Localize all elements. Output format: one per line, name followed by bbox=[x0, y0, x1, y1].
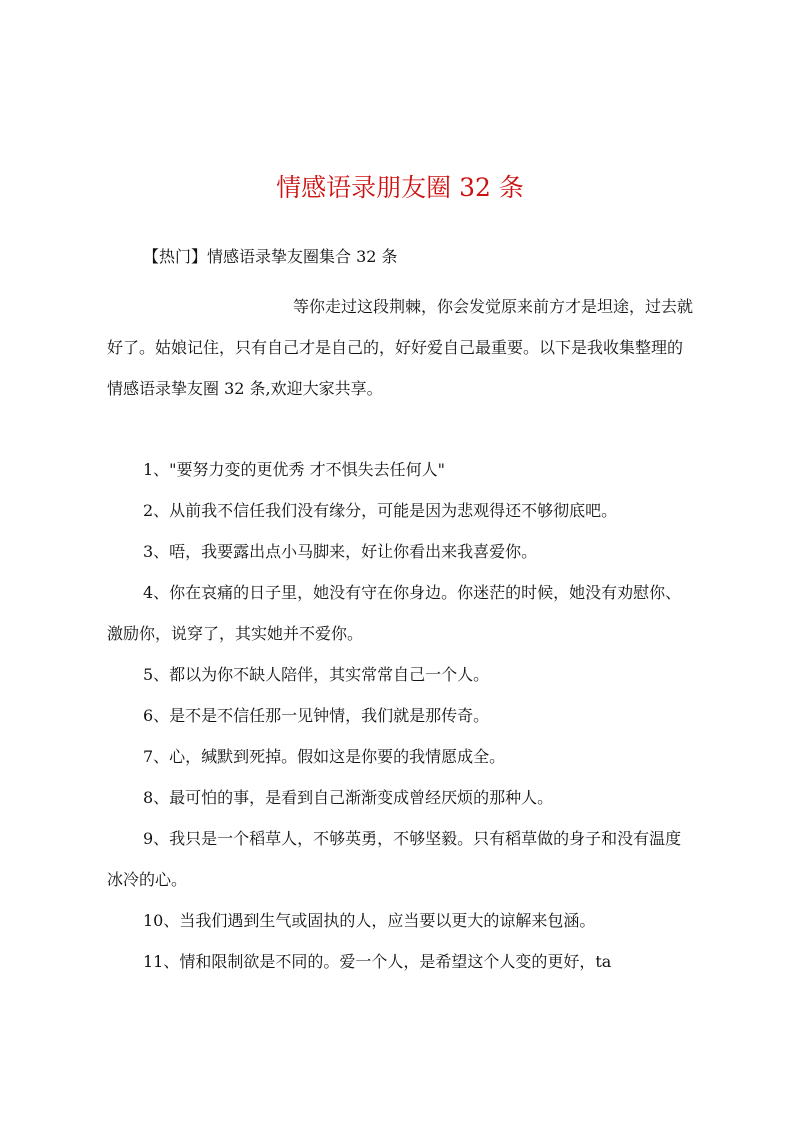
list-item: 7、心，缄默到死掉。假如这是你要的我情愿成全。 bbox=[143, 747, 506, 766]
list-item: 1、"要努力变的更优秀 才不惧失去任何人" bbox=[143, 460, 445, 479]
list-item: 2、从前我不信任我们没有缘分，可能是因为悲观得还不够彻底吧。 bbox=[143, 501, 618, 520]
document-subtitle: 【热门】情感语录挚友圈集合 32 条 bbox=[143, 247, 398, 266]
list-item: 4、你在哀痛的日子里，她没有守在你身边。你迷茫的时候，她没有劝慰你、激励你，说穿了，其实她并不爱你。 bbox=[107, 583, 682, 643]
document-title: 情感语录朋友圈 32 条 bbox=[276, 173, 524, 202]
list-item: 10、当我们遇到生气或固执的人，应当要以更大的谅解来包涵。 bbox=[143, 911, 596, 930]
list-item: 11、情和限制欲是不同的。爱一个人，是希望这个人变的更好，ta bbox=[143, 952, 612, 971]
list-item: 3、唔，我要露出点小马脚来，好让你看出来我喜爱你。 bbox=[143, 542, 538, 561]
list-item: 8、最可怕的事，是看到自己渐渐变成曾经厌烦的那种人。 bbox=[143, 788, 554, 807]
list-item: 9、我只是一个稻草人，不够英勇，不够坚毅。只有稻草做的身子和没有温度冰冷的心。 bbox=[107, 829, 682, 889]
list-item: 5、都以为你不缺人陪伴，其实常常自己一个人。 bbox=[143, 665, 490, 684]
quote-list bbox=[107, 449, 697, 982]
list-item: 6、是不是不信任那一见钟情，我们就是那传奇。 bbox=[143, 706, 490, 725]
intro-paragraph: 等你走过这段荆棘，你会发觉原来前方才是坦途，过去就好了。姑娘记住，只有自己才是自己的，好好爱自己最重要。以下是我收集整理的情感语录挚友圈 32 条,欢迎大家共享。 bbox=[107, 297, 694, 398]
